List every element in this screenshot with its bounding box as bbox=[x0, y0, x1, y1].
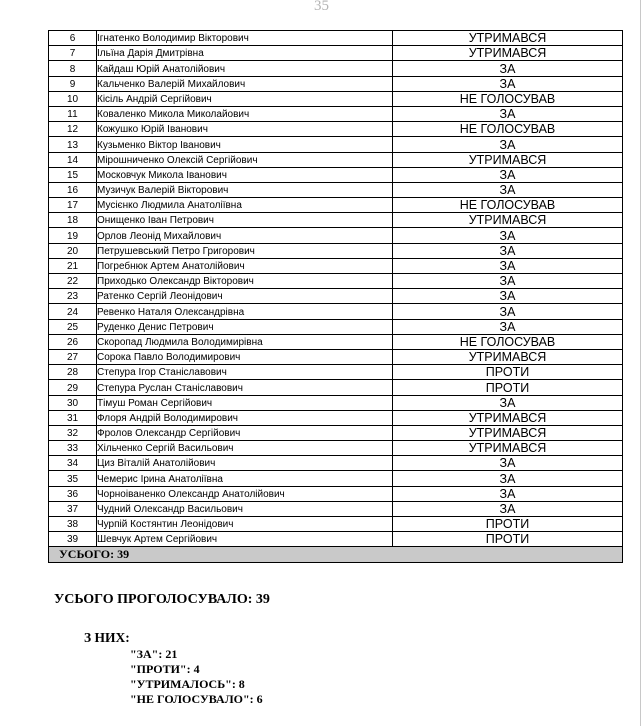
row-number: 32 bbox=[49, 425, 97, 440]
member-name: Музичук Валерій Вікторович bbox=[97, 182, 393, 197]
page-number: 35 bbox=[314, 0, 329, 14]
member-name: Степура Руслан Станіславович bbox=[97, 380, 393, 395]
vote-value: ЗА bbox=[393, 456, 623, 471]
vote-value: НЕ ГОЛОСУВАВ bbox=[393, 91, 623, 106]
member-name: Сорока Павло Володимирович bbox=[97, 349, 393, 364]
member-name: Чурпій Костянтин Леонідович bbox=[97, 517, 393, 532]
row-number: 31 bbox=[49, 410, 97, 425]
vote-table-body bbox=[49, 31, 623, 547]
table-row bbox=[49, 258, 623, 273]
table-row bbox=[49, 456, 623, 471]
table-row bbox=[49, 228, 623, 243]
vote-value: ЗА bbox=[393, 228, 623, 243]
row-number: 27 bbox=[49, 349, 97, 364]
member-name: Тімуш Роман Сергійович bbox=[97, 395, 393, 410]
row-number: 9 bbox=[49, 76, 97, 91]
table-row bbox=[49, 425, 623, 440]
table-row bbox=[49, 349, 623, 364]
vote-value: ЗА bbox=[393, 76, 623, 91]
vote-value: ПРОТИ bbox=[393, 380, 623, 395]
row-number: 10 bbox=[49, 91, 97, 106]
member-name: Орлов Леонід Михайлович bbox=[97, 228, 393, 243]
vote-value: ЗА bbox=[393, 106, 623, 121]
vote-value: НЕ ГОЛОСУВАВ bbox=[393, 122, 623, 137]
vote-value: ПРОТИ bbox=[393, 517, 623, 532]
member-name: Ревенко Наталя Олександрівна bbox=[97, 304, 393, 319]
row-number: 19 bbox=[49, 228, 97, 243]
member-name: Чемерис Ірина Анатоліївна bbox=[97, 471, 393, 486]
row-number: 14 bbox=[49, 152, 97, 167]
table-row bbox=[49, 304, 623, 319]
vote-value: УТРИМАВСЯ bbox=[393, 425, 623, 440]
total-row-label: УСЬОГО: 39 bbox=[49, 547, 623, 563]
row-number: 28 bbox=[49, 365, 97, 380]
table-row bbox=[49, 532, 623, 547]
member-name: Шевчук Артем Сергійович bbox=[97, 532, 393, 547]
vote-value: ЗА bbox=[393, 167, 623, 182]
row-number: 20 bbox=[49, 243, 97, 258]
table-row bbox=[49, 471, 623, 486]
vote-value: ПРОТИ bbox=[393, 532, 623, 547]
vote-value: ЗА bbox=[393, 258, 623, 273]
vote-value: ЗА bbox=[393, 486, 623, 501]
table-row bbox=[49, 76, 623, 91]
breakdown-line: "ПРОТИ": 4 bbox=[130, 662, 200, 676]
member-name: Мусієнко Людмила Анатоліївна bbox=[97, 198, 393, 213]
member-name: Московчук Микола Іванович bbox=[97, 167, 393, 182]
vote-value: УТРИМАВСЯ bbox=[393, 152, 623, 167]
vote-value: ЗА bbox=[393, 137, 623, 152]
table-row bbox=[49, 91, 623, 106]
member-name: Чудний Олександр Васильович bbox=[97, 501, 393, 516]
member-name: Чорноіваненко Олександр Анатолійович bbox=[97, 486, 393, 501]
member-name: Погребнюк Артем Анатолійович bbox=[97, 258, 393, 273]
vote-value: ЗА bbox=[393, 395, 623, 410]
member-name: Ільїна Дарія Дмитрівна bbox=[97, 46, 393, 61]
table-row bbox=[49, 61, 623, 76]
vote-value: НЕ ГОЛОСУВАВ bbox=[393, 334, 623, 349]
table-row bbox=[49, 334, 623, 349]
table-row bbox=[49, 441, 623, 456]
table-row bbox=[49, 319, 623, 334]
member-name: Коваленко Микола Миколайович bbox=[97, 106, 393, 121]
vote-value: ЗА bbox=[393, 501, 623, 516]
table-row bbox=[49, 122, 623, 137]
vote-value: УТРИМАВСЯ bbox=[393, 31, 623, 46]
row-number: 13 bbox=[49, 137, 97, 152]
vote-value: ЗА bbox=[393, 182, 623, 197]
breakdown-line: "УТРИМАЛОСЬ": 8 bbox=[130, 677, 245, 691]
member-name: Ратенко Сергій Леонідович bbox=[97, 289, 393, 304]
vote-value: ЗА bbox=[393, 471, 623, 486]
member-name: Хільченко Сергій Васильович bbox=[97, 441, 393, 456]
vote-value: ЗА bbox=[393, 319, 623, 334]
table-row bbox=[49, 395, 623, 410]
vote-results-table bbox=[48, 30, 623, 563]
member-name: Руденко Денис Петрович bbox=[97, 319, 393, 334]
vote-value: ПРОТИ bbox=[393, 365, 623, 380]
row-number: 22 bbox=[49, 274, 97, 289]
table-row bbox=[49, 167, 623, 182]
member-name: Кальченко Валерій Михайлович bbox=[97, 76, 393, 91]
table-row bbox=[49, 213, 623, 228]
member-name: Кожушко Юрій Іванович bbox=[97, 122, 393, 137]
row-number: 25 bbox=[49, 319, 97, 334]
member-name: Циз Віталій Анатолійович bbox=[97, 456, 393, 471]
member-name: Скоропад Людмила Володимирівна bbox=[97, 334, 393, 349]
table-row bbox=[49, 501, 623, 516]
vote-value: ЗА bbox=[393, 289, 623, 304]
row-number: 21 bbox=[49, 258, 97, 273]
vote-value: УТРИМАВСЯ bbox=[393, 441, 623, 456]
row-number: 29 bbox=[49, 380, 97, 395]
member-name: Ігнатенко Володимир Вікторович bbox=[97, 31, 393, 46]
vote-value: ЗА bbox=[393, 61, 623, 76]
row-number: 11 bbox=[49, 106, 97, 121]
row-number: 8 bbox=[49, 61, 97, 76]
table-row bbox=[49, 380, 623, 395]
vote-value: ЗА bbox=[393, 304, 623, 319]
row-number: 37 bbox=[49, 501, 97, 516]
row-number: 38 bbox=[49, 517, 97, 532]
member-name: Приходько Олександр Вікторович bbox=[97, 274, 393, 289]
member-name: Кузьменко Віктор Іванович bbox=[97, 137, 393, 152]
row-number: 12 bbox=[49, 122, 97, 137]
row-number: 18 bbox=[49, 213, 97, 228]
row-number: 33 bbox=[49, 441, 97, 456]
member-name: Мірошниченко Олексій Сергійович bbox=[97, 152, 393, 167]
row-number: 34 bbox=[49, 456, 97, 471]
row-number: 30 bbox=[49, 395, 97, 410]
vote-value: ЗА bbox=[393, 274, 623, 289]
member-name: Флоря Андрій Володимирович bbox=[97, 410, 393, 425]
table-row bbox=[49, 31, 623, 46]
table-row bbox=[49, 182, 623, 197]
table-row bbox=[49, 243, 623, 258]
row-number: 15 bbox=[49, 167, 97, 182]
row-number: 16 bbox=[49, 182, 97, 197]
table-row bbox=[49, 517, 623, 532]
member-name: Кісіль Андрій Сергійович bbox=[97, 91, 393, 106]
vote-value: УТРИМАВСЯ bbox=[393, 410, 623, 425]
row-number: 6 bbox=[49, 31, 97, 46]
vote-value: УТРИМАВСЯ bbox=[393, 46, 623, 61]
table-row bbox=[49, 152, 623, 167]
table-row bbox=[49, 274, 623, 289]
table-row bbox=[49, 198, 623, 213]
table-row bbox=[49, 289, 623, 304]
table-row bbox=[49, 106, 623, 121]
row-number: 39 bbox=[49, 532, 97, 547]
breakdown-line: "ЗА": 21 bbox=[130, 647, 178, 661]
member-name: Кайдаш Юрій Анатолійович bbox=[97, 61, 393, 76]
table-row bbox=[49, 365, 623, 380]
member-name: Степура Ігор Станіславович bbox=[97, 365, 393, 380]
row-number: 24 bbox=[49, 304, 97, 319]
row-number: 7 bbox=[49, 46, 97, 61]
table-row bbox=[49, 137, 623, 152]
table-row bbox=[49, 410, 623, 425]
row-number: 23 bbox=[49, 289, 97, 304]
row-number: 36 bbox=[49, 486, 97, 501]
total-row bbox=[49, 547, 623, 563]
row-number: 35 bbox=[49, 471, 97, 486]
vote-breakdown-list bbox=[130, 647, 263, 707]
page-edge-divider bbox=[640, 0, 641, 726]
member-name: Петрушевський Петро Григорович bbox=[97, 243, 393, 258]
breakdown-heading: З НИХ: bbox=[84, 630, 130, 645]
vote-value: УТРИМАВСЯ bbox=[393, 349, 623, 364]
member-name: Онищенко Іван Петрович bbox=[97, 213, 393, 228]
vote-value: УТРИМАВСЯ bbox=[393, 213, 623, 228]
table-row bbox=[49, 486, 623, 501]
total-voted-summary: УСЬОГО ПРОГОЛОСУВАЛО: 39 bbox=[54, 592, 270, 607]
vote-value: НЕ ГОЛОСУВАВ bbox=[393, 198, 623, 213]
row-number: 17 bbox=[49, 198, 97, 213]
breakdown-line: "НЕ ГОЛОСУВАЛО": 6 bbox=[130, 692, 263, 706]
row-number: 26 bbox=[49, 334, 97, 349]
table-row bbox=[49, 46, 623, 61]
vote-value: ЗА bbox=[393, 243, 623, 258]
member-name: Фролов Олександр Сергійович bbox=[97, 425, 393, 440]
